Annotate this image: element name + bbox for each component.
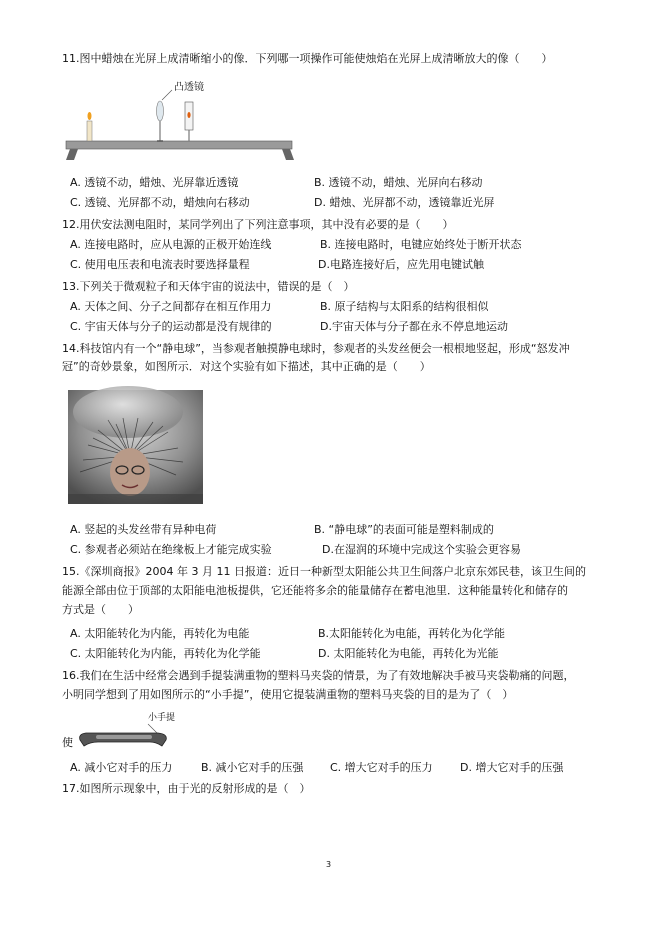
q15-option-d: D. 太阳能转化为电能，再转化为光能	[318, 647, 499, 660]
q13-option-a: A. 天体之间、分子之间都存在相互作用力	[70, 300, 272, 313]
q13-option-d: D.宇宙天体与分子都在永不停息地运动	[320, 320, 508, 333]
q16-stem-line-1: 16.我们在生活中经常会遇到手提装满重物的塑料马夹袋的情景，为了有效地解决手被马夹袋勒痛的问题，	[62, 669, 575, 682]
q12-option-c: C. 使用电压表和电流表时要选择量程	[70, 258, 250, 271]
q14-stem-line-1: 14.科技馆内有一个“静电球”，当参观者触摸静电球时，参观者的头发丝便会一根根地竖起，形成“怒发冲	[62, 342, 570, 355]
q14-static-hair-photo	[68, 390, 203, 504]
q16-option-b: B. 减小它对手的压强	[201, 761, 304, 774]
q14-option-c: C. 参观者必须站在绝缘板上才能完成实验	[70, 543, 272, 556]
q16-option-d: D. 增大它对手的压强	[460, 761, 564, 774]
q13-option-b: B. 原子结构与太阳系的结构很相似	[320, 300, 489, 313]
q14-stem-line-2: 冠”的奇妙景象，如图所示．对这个实验有如下描述，其中正确的是（ ）	[62, 360, 431, 373]
q12-option-d: D.电路连接好后，应先用电键试触	[318, 258, 484, 271]
q16-option-c: C. 增大它对手的压力	[330, 761, 433, 774]
q14-option-a: A. 竖起的头发丝带有异种电荷	[70, 523, 217, 536]
q12-option-a: A. 连接电路时，应从电源的正极开始连线	[70, 238, 272, 251]
q11-option-c: C. 透镜、光屏都不动，蜡烛向右移动	[70, 196, 250, 209]
q12-option-b: B. 连接电路时，电键应始终处于断开状态	[320, 238, 522, 251]
q16-handle-label: 小手提	[148, 713, 176, 723]
q15-stem-line-1: 15.《深圳商报》2004 年 3 月 11 日报道：近日一种新型太阳能公共卫生间落户北京东郊民巷，该卫生间的	[62, 565, 586, 578]
page-number: 3	[326, 860, 332, 869]
q15-option-b: B.太阳能转化为电能，再转化为化学能	[318, 627, 506, 640]
q14-option-b: B. “静电球”的表面可能是塑料制成的	[314, 523, 494, 536]
q15-option-c: C. 太阳能转化为内能，再转化为化学能	[70, 647, 261, 660]
q14-option-d: D.在湿润的环境中完成这个实验会更容易	[322, 543, 521, 556]
q16-stem-line-2: 小明同学想到了用如图所示的“小手提”，使用它提装满重物的塑料马夹袋的目的是为了（ ）	[62, 688, 514, 701]
q15-stem-line-3: 方式是（ ）	[62, 603, 139, 616]
q15-option-a: A. 太阳能转化为内能，再转化为电能	[70, 627, 250, 640]
q17-stem: 17.如图所示现象中，由于光的反射形成的是（ ）	[62, 782, 311, 795]
q11-option-d: D. 蜡烛、光屏都不动，透镜靠近光屏	[314, 196, 495, 209]
q15-stem-line-2: 能源全部由位于顶部的太阳能电池板提供，它还能将多余的能量储存在蓄电池里．这种能量转化和储存的	[62, 584, 568, 597]
q13-stem: 13.下列关于微观粒子和天体宇宙的说法中，错误的是（ ）	[62, 280, 355, 293]
q11-option-a: A. 透镜不动，蜡烛、光屏靠近透镜	[70, 176, 239, 189]
q11-option-b: B. 透镜不动，蜡烛、光屏向右移动	[314, 176, 483, 189]
q11-lens-label: 凸透镜	[174, 82, 204, 93]
q16-handle-figure	[76, 722, 176, 752]
q16-option-a: A. 减小它对手的压力	[70, 761, 173, 774]
q13-option-c: C. 宇宙天体与分子的运动都是没有规律的	[70, 320, 272, 333]
q11-stem: 11.图中蜡烛在光屏上成清晰缩小的像．下列哪一项操作可能使烛焰在光屏上成清晰放大的像（ ）	[62, 52, 553, 65]
q12-stem: 12.用伏安法测电阻时，某同学列出了下列注意事项，其中没有必要的是（ ）	[62, 218, 454, 231]
q16-prefix: 使	[62, 736, 73, 749]
